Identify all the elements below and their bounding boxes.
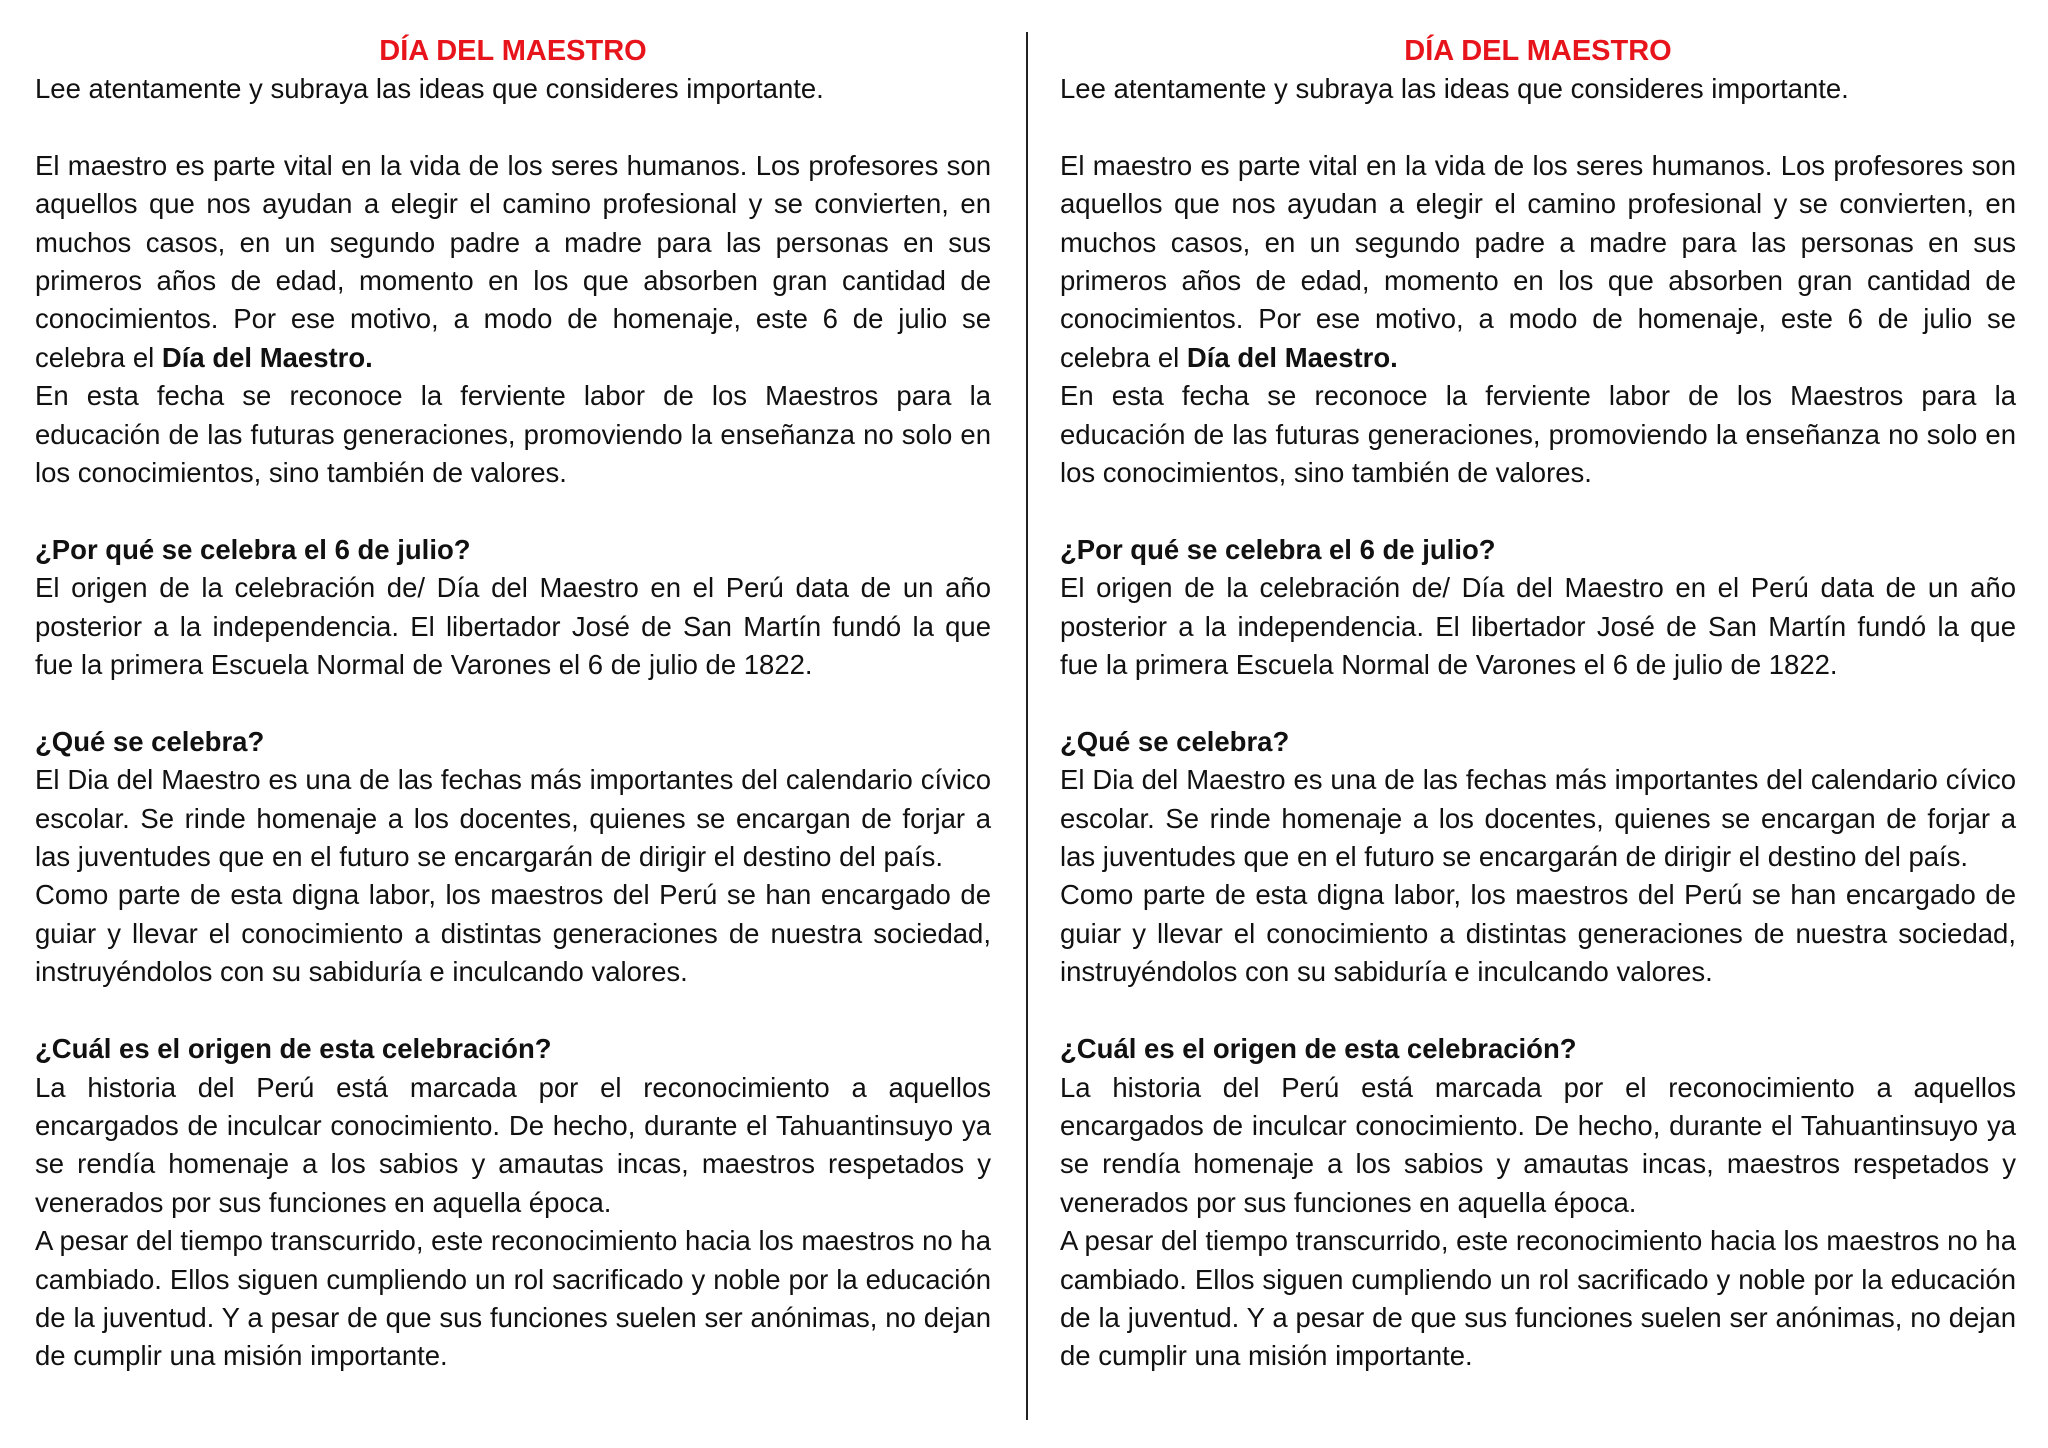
- section-heading-what-is-celebrated: ¿Qué se celebra?: [35, 725, 265, 757]
- right-column: [1060, 32, 2016, 1376]
- section-heading-origin: ¿Cuál es el origen de esta celebración?: [35, 1033, 552, 1065]
- intro-paragraph-2: En esta fecha se reconoce la ferviente labor de los Maestros para la educación de las futuras generaciones, promoviendo la enseñanza no solo en los conocimientos, sino también de valores.: [35, 380, 991, 489]
- intro-paragraph-1-bold: Día del Maestro.: [1186, 341, 1398, 373]
- section-heading-why-july-6: ¿Por qué se celebra el 6 de julio?: [1060, 533, 1496, 565]
- left-column: [35, 32, 991, 1376]
- section-paragraph: A pesar del tiempo transcurrido, este reconocimiento hacia los maestros no ha cambiado. Ellos siguen cumpliendo un rol sacrificado y noble por la educación de la juventud. Y a pesar de que sus funciones suelen ser anónimas, no dejan de cumplir una misión importante.: [1060, 1225, 2016, 1372]
- section-paragraph: La historia del Perú está marcada por el reconocimiento a aquellos encargados de inculcar conocimiento. De hecho, durante el Tahuantinsuyo ya se rendía homenaje a los sabios y amautas incas, maestros respetados y venerados por sus funciones en aquella época.: [1060, 1071, 2016, 1218]
- intro-paragraph-1: [1060, 147, 2016, 377]
- section-paragraph: El origen de la celebración de/ Día del Maestro en el Perú data de un año posterior a la independencia. El libertador José de San Martín fundó la que fue la primera Escuela Normal de Varones el 6 de julio de 1822.: [1060, 572, 2016, 681]
- instruction-text: Lee atentamente y subraya las ideas que consideres importante.: [35, 73, 824, 104]
- intro-paragraph-1: [35, 147, 991, 377]
- intro-paragraph-1-text: El maestro es parte vital en la vida de los seres humanos. Los profesores son aquellos que nos ayudan a elegir el camino profesional y se convierten, en muchos casos, en un segundo padre a madre para las personas en sus primeros años de edad, momento en los que absorben gran cantidad de conocimientos. Por ese motivo, a modo de homenaje, este 6 de julio se celebra el: [1060, 149, 2016, 373]
- section-paragraph: Como parte de esta digna labor, los maestros del Perú se han encargado de guiar y llevar el conocimiento a distintas generaciones de nuestra sociedad, instruyéndolos con su sabiduría e inculcando valores.: [35, 879, 991, 988]
- page-title: DÍA DEL MAESTRO: [379, 35, 647, 67]
- section-heading-origin: ¿Cuál es el origen de esta celebración?: [1060, 1033, 1577, 1065]
- section-heading-why-july-6: ¿Por qué se celebra el 6 de julio?: [35, 533, 471, 565]
- intro-paragraph-1-bold: Día del Maestro.: [161, 341, 373, 373]
- instruction-text: Lee atentamente y subraya las ideas que consideres importante.: [1060, 73, 1849, 104]
- section-paragraph: La historia del Perú está marcada por el reconocimiento a aquellos encargados de inculcar conocimiento. De hecho, durante el Tahuantinsuyo ya se rendía homenaje a los sabios y amautas incas, maestros respetados y venerados por sus funciones en aquella época.: [35, 1071, 991, 1218]
- intro-paragraph-2: En esta fecha se reconoce la ferviente labor de los Maestros para la educación de las futuras generaciones, promoviendo la enseñanza no solo en los conocimientos, sino también de valores.: [1060, 380, 2016, 489]
- section-paragraph: El origen de la celebración de/ Día del Maestro en el Perú data de un año posterior a la independencia. El libertador José de San Martín fundó la que fue la primera Escuela Normal de Varones el 6 de julio de 1822.: [35, 572, 991, 681]
- column-divider: [1026, 32, 1028, 1420]
- section-paragraph: El Dia del Maestro es una de las fechas más importantes del calendario cívico escolar. Se rinde homenaje a los docentes, quienes se encargan de forjar a las juventudes que en el futuro se encargarán de dirigir el destino del país.: [1060, 764, 2016, 873]
- intro-paragraph-1-text: El maestro es parte vital en la vida de los seres humanos. Los profesores son aquellos que nos ayudan a elegir el camino profesional y se convierten, en muchos casos, en un segundo padre a madre para las personas en sus primeros años de edad, momento en los que absorben gran cantidad de conocimientos. Por ese motivo, a modo de homenaje, este 6 de julio se celebra el: [35, 149, 991, 373]
- section-heading-what-is-celebrated: ¿Qué se celebra?: [1060, 725, 1290, 757]
- section-paragraph: A pesar del tiempo transcurrido, este reconocimiento hacia los maestros no ha cambiado. Ellos siguen cumpliendo un rol sacrificado y noble por la educación de la juventud. Y a pesar de que sus funciones suelen ser anónimas, no dejan de cumplir una misión importante.: [35, 1225, 991, 1372]
- section-paragraph: Como parte de esta digna labor, los maestros del Perú se han encargado de guiar y llevar el conocimiento a distintas generaciones de nuestra sociedad, instruyéndolos con su sabiduría e inculcando valores.: [1060, 879, 2016, 988]
- section-paragraph: El Dia del Maestro es una de las fechas más importantes del calendario cívico escolar. Se rinde homenaje a los docentes, quienes se encargan de forjar a las juventudes que en el futuro se encargarán de dirigir el destino del país.: [35, 764, 991, 873]
- page-title: DÍA DEL MAESTRO: [1404, 35, 1672, 67]
